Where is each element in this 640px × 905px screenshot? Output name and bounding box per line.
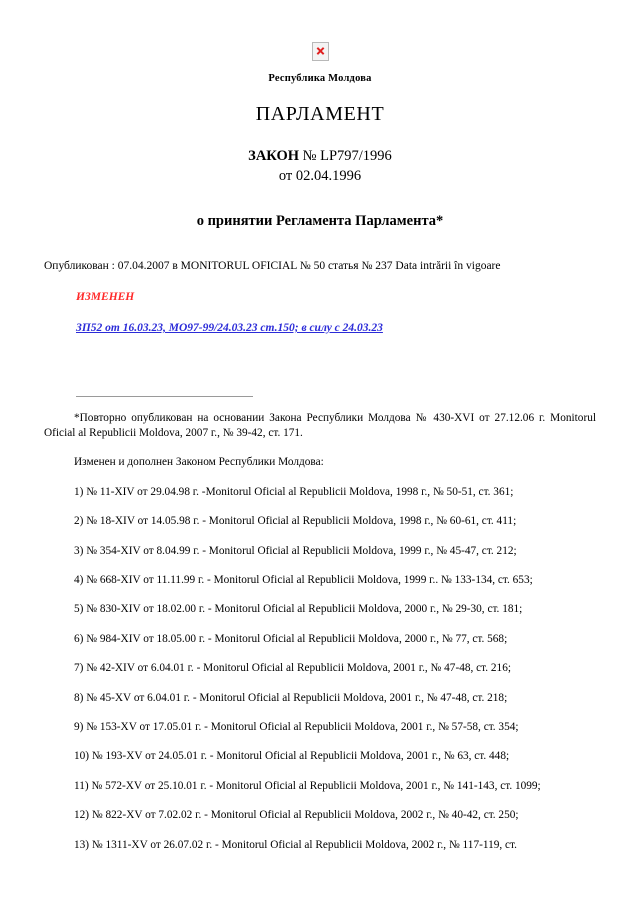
status-badge: ИЗМЕНЕН [76,291,135,303]
footnote-item: 12) № 822-XV от 7.02.02 г. - Monitorul Oficial al Republicii Moldova, 2002 г., № 40-42, ст. 250; [74,809,519,822]
law-label: ЗАКОН [248,148,300,164]
footnote-item: 10) № 193-XV от 24.05.01 г. - Monitorul Oficial al Republicii Moldova, 2001 г., № 63, ст. 448; [74,750,510,763]
law-number: № LP797/1996 [299,148,392,164]
footnote-divider [76,396,253,397]
footnote-item: 4) № 668-XIV от 11.11.99 г. - Monitorul Oficial al Republicii Moldova, 1999 г.. № 133-134, ст. 653; [74,573,533,586]
footnote-amended-intro: Изменен и дополнен Законом Республики Молдова: [74,456,324,469]
footnote-item: 1) № 11-XIV от 29.04.98 г. -Monitorul Oficial al Republicii Moldova, 1998 г., № 50-51, ст. 361; [74,485,514,498]
emblem-container [44,0,596,61]
footnote-item: 11) № 572-XV от 25.10.01 г. - Monitorul Oficial al Republicii Moldova, 2001 г., № 141-143, ст. 1099; [74,779,541,792]
footnote-item: 7) № 42-XIV от 6.04.01 г. - Monitorul Oficial al Republicii Moldova, 2001 г., № 47-48, ст. 216; [74,662,511,675]
publication-line: Опубликован : 07.04.2007 в MONITORUL OFICIAL № 50 статья № 237 Data intrării în vigoare [44,260,501,272]
footnote-item: 8) № 45-XV от 6.04.01 г. - Monitorul Oficial al Republicii Moldova, 2001 г., № 47-48, ст. 218; [74,691,508,704]
footnote-item: 3) № 354-XIV от 8.04.99 г. - Monitorul Oficial al Republicii Moldova, 1999 г., № 45-47, ст. 212; [74,544,517,557]
footnote-republished: *Повторно опубликован на основании Закона Республики Молдова № 430-XVI от 27.12.06 г. Monitorul Oficial al Republicii Moldova, 2007 г., № 39-42, ст. 171. [44,412,596,439]
law-date: от 02.04.1996 [278,168,362,184]
footnotes-section [44,411,596,853]
footnote-item: 13) № 1311-XV от 26.07.02 г. - Monitorul Oficial al Republicii Moldova, 2002 г., № 117-119, ст. [74,838,517,851]
institution-name: ПАРЛАМЕНТ [255,103,385,125]
footnote-item: 9) № 153-XV от 17.05.01 г. - Monitorul Oficial al Republicii Moldova, 2001 г., № 57-58, ст. 354; [74,720,519,733]
footnote-item: 6) № 984-XIV от 18.05.00 г. - Monitorul Oficial al Republicii Moldova, 2000 г., № 77, ст. 568; [74,632,508,645]
page-title: о принятии Регламента Парламента* [196,213,444,229]
footnote-item: 5) № 830-XIV от 18.02.00 г. - Monitorul Oficial al Republicii Moldova, 2000 г., № 29-30, ст. 181; [74,603,523,616]
republic-name: Республика Молдова [268,73,372,84]
broken-image-icon [312,42,329,61]
amendment-link[interactable]: ЗП52 от 16.03.23, МО97-99/24.03.23 ст.150; в силу с 24.03.23 [76,322,383,334]
footnote-item: 2) № 18-XIV от 14.05.98 г. - Monitorul Oficial al Republicii Moldova, 1998 г., № 60-61, ст. 411; [74,515,517,528]
law-number-line [44,148,596,165]
